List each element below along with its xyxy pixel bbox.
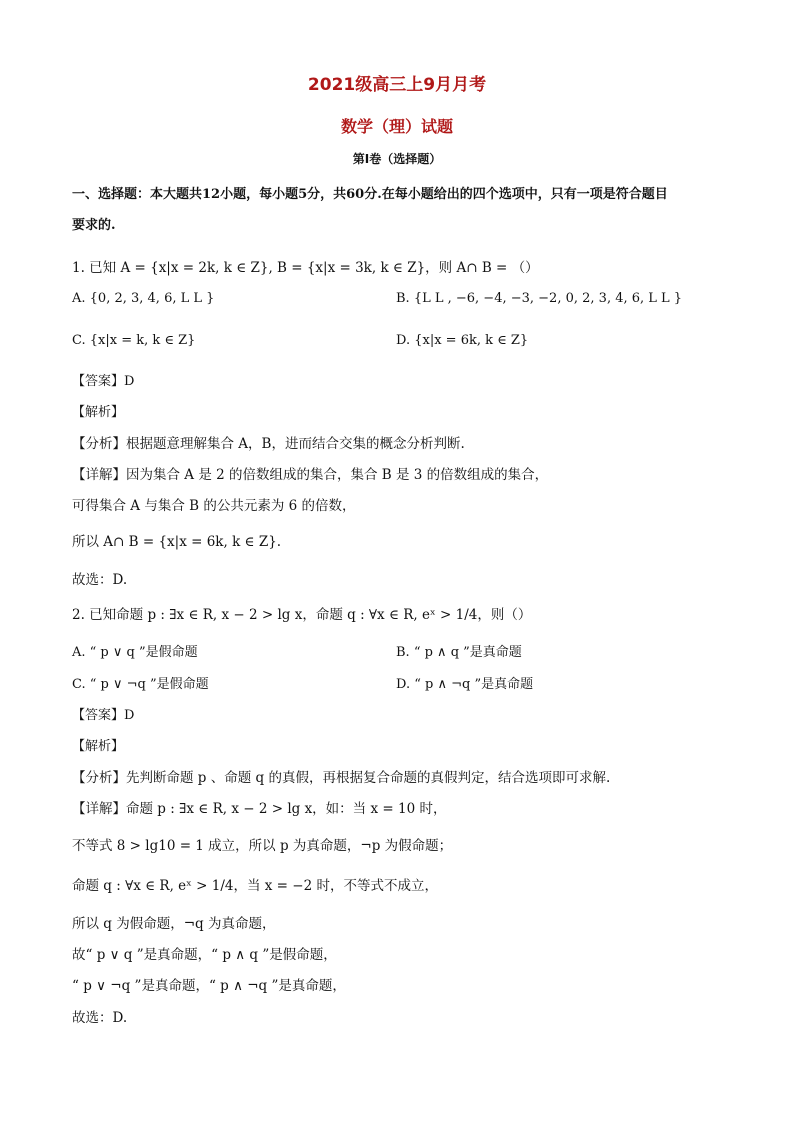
q1-stem: 1. 已知 A = {x|x = 2k, k ∈ Z}, B = {x|x = 3k, k ∈ Z}，则 A∩ B = （） <box>72 260 539 276</box>
exam-title: 2021级高三上9月月考 <box>307 75 487 95</box>
q1-analysis-tag: 【解析】 <box>72 405 125 420</box>
q2-option-c: C. “ p ∨ ¬q ”是假命题 <box>72 677 209 692</box>
q1-answer: 【答案】D <box>72 374 135 389</box>
q2-detail-1: 【详解】命题 p : ∃x ∈ R, x − 2 > lg x，如：当 x = 10 时， <box>72 801 447 817</box>
q2-detail-2: 不等式 8 > lg10 = 1 成立，所以 p 为真命题，¬p 为假命题； <box>72 838 453 854</box>
q2-answer: 【答案】D <box>72 708 135 723</box>
q2-analysis-tag: 【解析】 <box>72 739 125 754</box>
exam-subtitle: 数学（理）试题 <box>340 117 453 136</box>
q1-detail-4: 故选：D. <box>72 572 128 588</box>
q2-option-b: B. “ p ∧ q ”是真命题 <box>396 645 522 660</box>
q2-option-a: A. “ p ∨ q ”是假命题 <box>72 645 198 660</box>
q2-option-d: D. “ p ∧ ¬q ”是真命题 <box>396 677 534 692</box>
q2-detail-3: 命题 q : ∀x ∈ R, eˣ > 1/4，当 x = −2 时，不等式不成立， <box>72 878 438 894</box>
q1-detail-2: 可得集合 A 与集合 B 的公共元素为 6 的倍数， <box>72 498 356 514</box>
q2-detail-7: 故选：D. <box>72 1010 128 1026</box>
q1-option-a: A. {0, 2, 3, 4, 6, L L } <box>72 291 215 306</box>
q2-analysis: 【分析】先判断命题 p 、命题 q 的真假，再根据复合命题的真假判定，结合选项即可求解. <box>72 770 611 786</box>
section-heading: 第I卷（选择题） <box>352 152 442 166</box>
q1-option-c: C. {x|x = k, k ∈ Z} <box>72 333 196 348</box>
q1-analysis: 【分析】根据题意理解集合 A，B，进而结合交集的概念分析判断. <box>72 436 465 452</box>
q1-detail-1: 【详解】因为集合 A 是 2 的倍数组成的集合，集合 B 是 3 的倍数组成的集合， <box>72 467 549 483</box>
q1-option-b: B. {L L , −6, −4, −3, −2, 0, 2, 3, 4, 6, L L } <box>396 291 683 306</box>
instructions-line-1: 一、选择题：本大题共12小题，每小题5分，共60分.在每小题给出的四个选项中，只有一项是符合题目 <box>72 187 668 202</box>
q2-stem: 2. 已知命题 p : ∃x ∈ R, x − 2 > lg x，命题 q : ∀x ∈ R, eˣ > 1/4，则（） <box>72 607 532 623</box>
q2-detail-4: 所以 q 为假命题，¬q 为真命题， <box>72 916 276 932</box>
q1-option-d: D. {x|x = 6k, k ∈ Z} <box>396 333 529 348</box>
q1-detail-3: 所以 A∩ B = {x|x = 6k, k ∈ Z}. <box>72 534 282 550</box>
q2-detail-6: “ p ∨ ¬q ”是真命题，“ p ∧ ¬q ”是真命题， <box>72 978 346 994</box>
q2-detail-5: 故“ p ∨ q ”是真命题，“ p ∧ q ”是假命题， <box>72 947 337 963</box>
instructions-line-2: 要求的. <box>72 218 116 233</box>
